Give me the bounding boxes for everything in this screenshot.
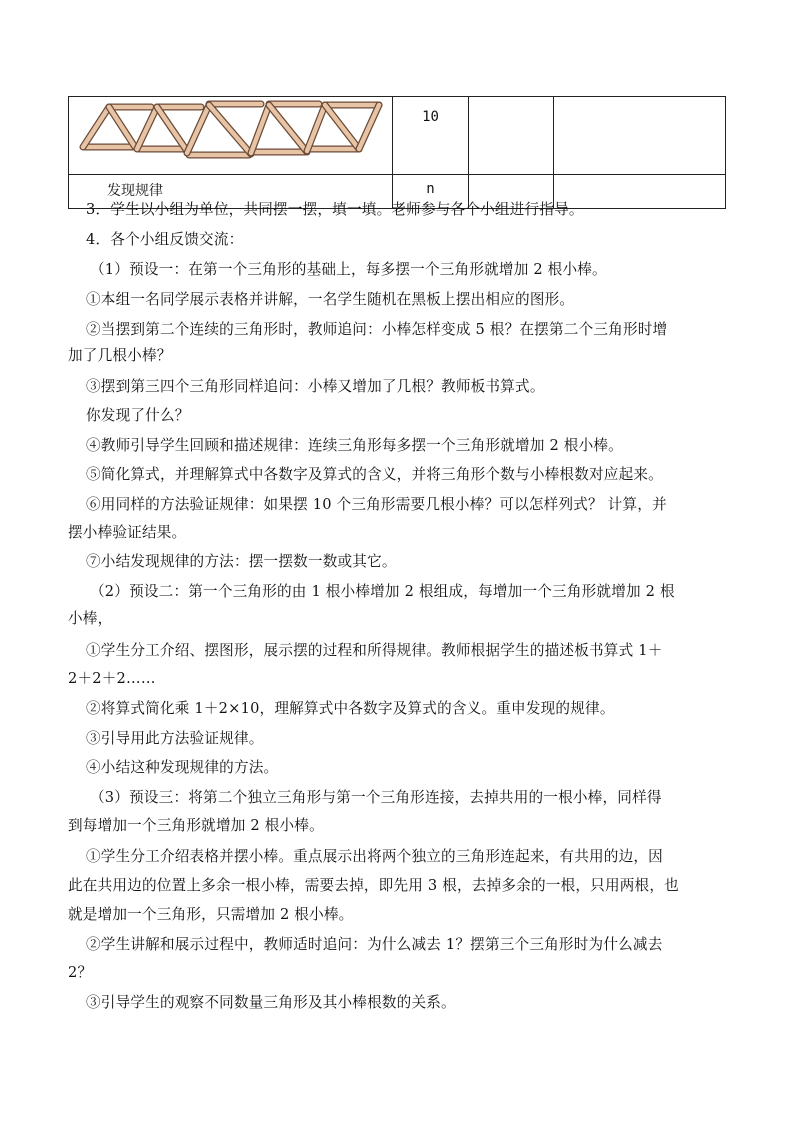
paragraph-item: ③摆到第三四个三角形同样追问：小棒又增加了几根？教师板书算式。 <box>86 378 545 395</box>
paragraph-continuation: 加了几根小棒？ <box>68 347 172 364</box>
paragraph-preset-2: （2）预设二：第一个三角形的由 1 根小棒增加 2 根组成，每增加一个三角形就增加 2 根 <box>90 583 675 600</box>
paragraph-item: ④小结这种发现规律的方法。 <box>86 759 279 776</box>
paragraph-continuation: 2＋2＋2…… <box>68 670 156 687</box>
paragraph-preset-1: （1）预设一：在第一个三角形的基础上，每多摆一个三角形就增加 2 根小棒。 <box>90 261 607 278</box>
triangle-count-cell: 10 <box>393 97 469 175</box>
empty-cell <box>469 97 554 175</box>
paragraph-step-4: 4．各个小组反馈交流： <box>86 231 244 248</box>
rule-label-cell: 发现规律 <box>69 175 393 209</box>
empty-cell <box>554 97 726 175</box>
paragraph-item: ③引导用此方法验证规律。 <box>86 730 264 747</box>
paragraph-item: ⑥用同样的方法验证规律：如果摆 10 个三角形需要几根小棒？可以怎样列式？ 计算，并 <box>86 496 667 513</box>
paragraph-continuation: 到每增加一个三角形就增加 2 根小棒。 <box>68 817 324 834</box>
paragraph-item: ⑦小结发现规律的方法：摆一摆数一数或其它。 <box>86 553 397 570</box>
rule-n-cell: n <box>393 175 469 209</box>
paragraph-continuation: 就是增加一个三角形，只需增加 2 根小棒。 <box>68 906 354 923</box>
stick-figure-cell <box>69 97 393 175</box>
paragraph-continuation: 摆小棒验证结果。 <box>68 524 187 541</box>
paragraph-item: ①本组一名同学展示表格并讲解，一名学生随机在黑板上摆出相应的图形。 <box>86 291 575 308</box>
paragraph-preset-3: （3）预设三：将第二个独立三角形与第一个三角形连接，去掉共用的一根小棒，同样得 <box>90 789 662 806</box>
paragraph-item: ⑤简化算式，并理解算式中各数字及算式的含义，并将三角形个数与小棒根数对应起来。 <box>86 466 663 483</box>
paragraph-item: ②将算式简化乘 1＋2×10，理解算式中各数字及算式的含义。重申发现的规律。 <box>86 700 615 717</box>
paragraph-continuation: 此在共用边的位置上多余一根小棒，需要去掉，即先用 3 根，去掉多余的一根，只用两根，也 <box>68 877 679 894</box>
paragraph-item: ①学生分工介绍、摆图形，展示摆的过程和所得规律。教师根据学生的描述板书算式 1＋ <box>86 642 663 659</box>
paragraph-item: ②学生讲解和展示过程中，教师适时追问：为什么减去 1？摆第三个三角形时为什么减去 <box>86 936 663 953</box>
paragraph-item: ④教师引导学生回顾和描述规律：连续三角形每多摆一个三角形就增加 2 根小棒。 <box>86 437 623 454</box>
paragraph-item: ③引导学生的观察不同数量三角形及其小棒根数的关系。 <box>86 994 456 1011</box>
table-row <box>69 97 726 175</box>
paragraph-item: ①学生分工介绍表格并摆小棒。重点展示出将两个独立的三角形连起来，有共用的边，因 <box>86 848 663 865</box>
stick-triangles-image <box>69 97 393 162</box>
paragraph-item: 你发现了什么？ <box>86 407 190 424</box>
paragraph-step-3: 3．学生以小组为单位，共同摆一摆，填一填。老师参与各个小组进行指导。 <box>86 201 584 218</box>
pattern-table <box>68 96 726 209</box>
paragraph-item: ②当摆到第二个连续的三角形时，教师追问：小棒怎样变成 5 根？在摆第二个三角形时增 <box>86 321 668 338</box>
paragraph-continuation: 小棒， <box>68 610 113 627</box>
paragraph-continuation: 2？ <box>68 964 93 981</box>
